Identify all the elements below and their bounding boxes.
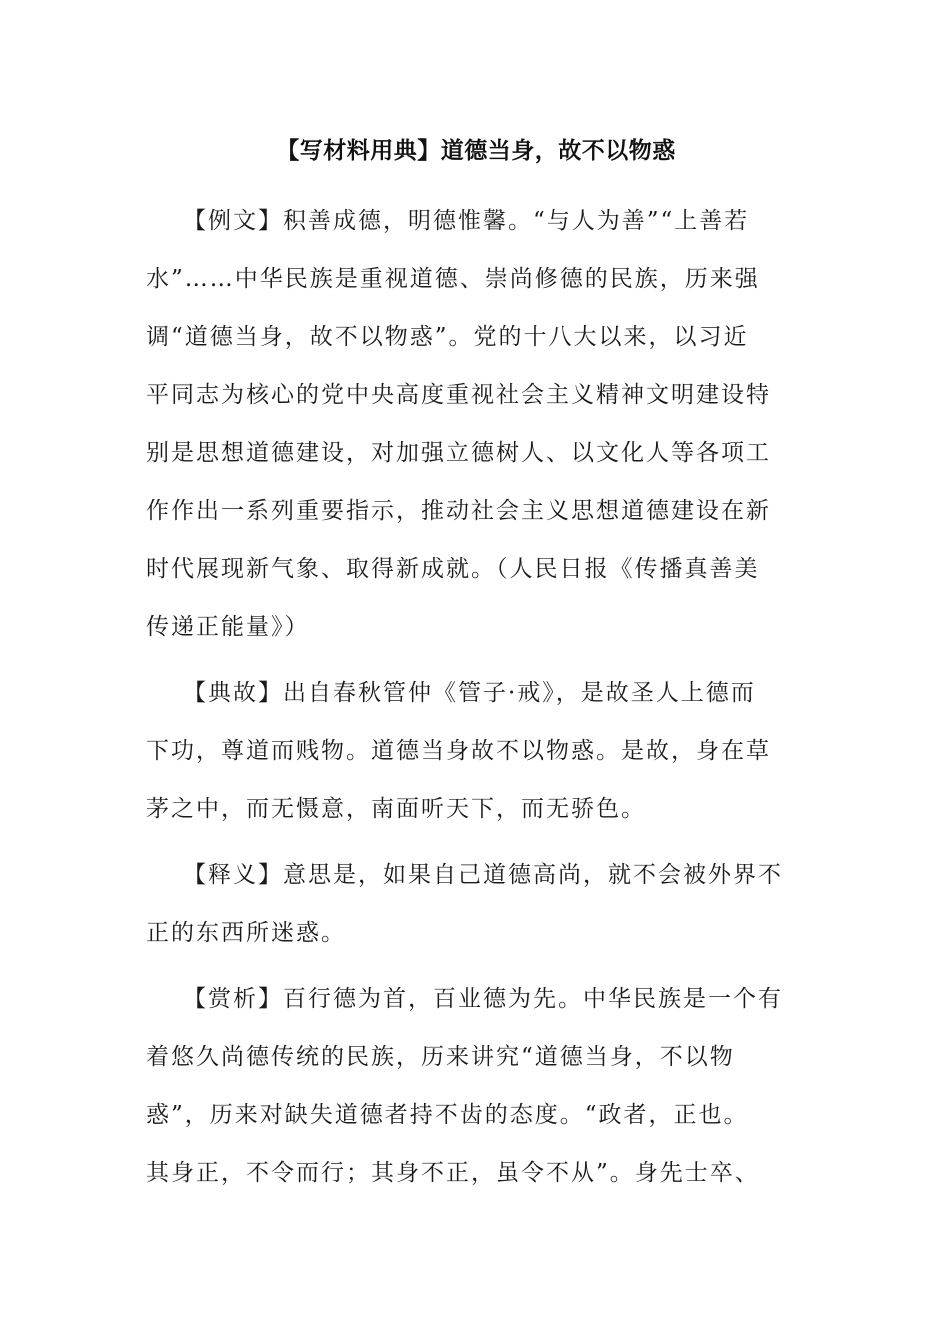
- text-line: 其身正，不令而行；其身不正，虽令不从”。身先士卒、: [146, 1160, 760, 1186]
- paragraph-example: [146, 192, 806, 656]
- document-page: [146, 128, 806, 1210]
- text-line: 茅之中，而无慑意，南面听天下，而无骄色。: [146, 796, 646, 822]
- text-line: 【例文】积善成德，明德惟馨。“与人为善”“上善若: [183, 208, 750, 234]
- text-line: 作作出一系列重要指示，推动社会主义思想道德建设在新: [146, 498, 771, 524]
- paragraph-allusion: [146, 664, 806, 838]
- text-line: 调“道德当身，故不以物惑”。党的十八大以来，以习近: [146, 324, 749, 350]
- text-line: 惑”，历来对缺失道德者持不齿的态度。“政者，正也。: [146, 1102, 749, 1128]
- text-line: 正的东西所迷惑。: [146, 920, 346, 946]
- text-line: 着悠久尚德传统的民族，历来讲究“道德当身，不以物: [146, 1044, 735, 1070]
- text-line: 水”……中华民族是重视道德、崇尚修德的民族，历来强: [146, 266, 760, 292]
- text-line: 传递正能量》）: [146, 614, 310, 640]
- text-line: 下功，尊道而贱物。道德当身故不以物惑。是故，身在草: [146, 738, 771, 764]
- document-title: 【写材料用典】道德当身，故不以物惑: [276, 138, 676, 164]
- text-line: 【赏析】百行德为首，百业德为先。中华民族是一个有: [183, 986, 783, 1012]
- paragraph-appreciation: [146, 970, 806, 1202]
- text-line: 别是思想道德建设，对加强立德树人、以文化人等各项工: [146, 440, 771, 466]
- text-line: 平同志为核心的党中央高度重视社会主义精神文明建设特: [146, 382, 771, 408]
- text-line: 【典故】出自春秋管仲《管子·戒》，是故圣人上德而: [183, 680, 756, 706]
- paragraph-meaning: [146, 846, 806, 962]
- text-line: 时代展现新气象、取得新成就。（人民日报《传播真善美: [146, 556, 760, 582]
- text-line: 【释义】意思是，如果自己道德高尚，就不会被外界不: [183, 862, 783, 888]
